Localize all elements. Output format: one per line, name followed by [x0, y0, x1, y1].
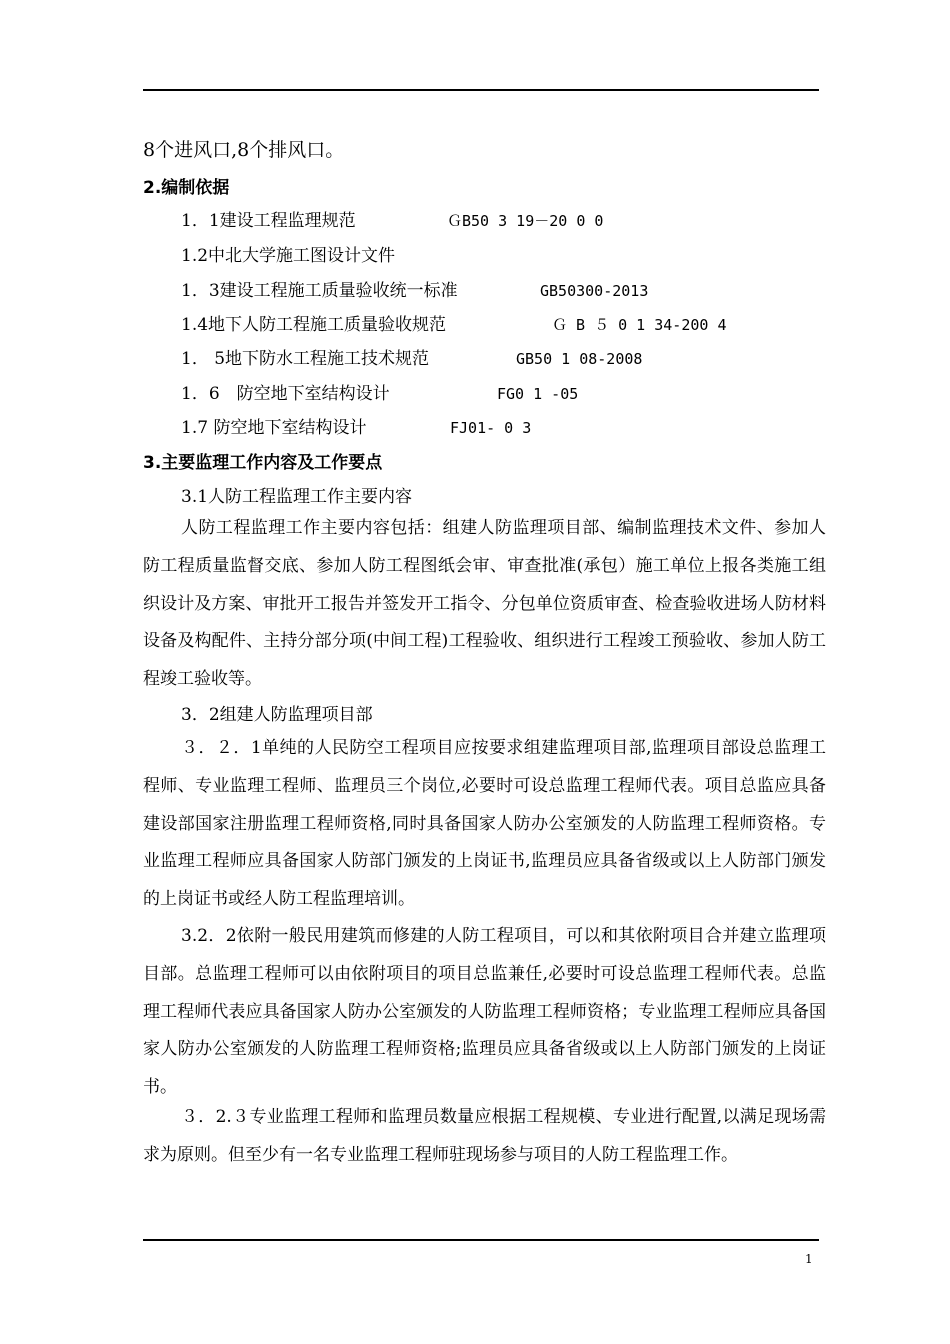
section-2-title: 2.编制依据: [143, 178, 230, 198]
paragraph-3-2-1: ３．２．1单纯的人民防空工程项目应按要求组建监理项目部,监理项目部设总监理工程师、专业监理工程师、监理员三个岗位,必要时可设总监理工程师代表。项目总监应具备建设部国家注册监理工程师资格,同时具备国家人防办公室颁发的人防监理工程师资格。专业监理工程师应具备国家人防部门颁发的上岗证书,监理员应具备省级或以上人防部门颁发的上岗证书或经人防工程监理培训。: [143, 738, 826, 910]
ref-code-5: GB50 1 08-2008: [516, 350, 643, 368]
ref-item-2: 1.2中北大学施工图设计文件: [181, 246, 396, 266]
ref-code-1: ＧB50 3 19－20 0 0: [447, 212, 604, 230]
ref-code-4: Ｇ B ５ 0 1 34-200 4: [552, 316, 727, 334]
paragraph-3-1: 人防工程监理工作主要内容包括：组建人防监理项目部、编制监理技术文件、参加人防工程质量监督交底、参加人防工程图纸会审、审查批准(承包）施工单位上报各类施工组织设计及方案、审批开工报告并签发开工指令、分包单位资质审查、检查验收进场人防材料设备及构配件、主持分部分项(中间工程)工程验收、组织进行工程竣工预验收、参加人防工程竣工验收等。: [143, 518, 826, 690]
section-3-title: 3.主要监理工作内容及工作要点: [143, 453, 383, 473]
subsection-3-2-title: 3．2组建人防监理项目部: [181, 705, 373, 725]
ref-item-4: 1.4地下人防工程施工质量验收规范: [181, 315, 447, 335]
subsection-3-1-title: 3.1人防工程监理工作主要内容: [181, 487, 413, 507]
footer-rule: [143, 1239, 819, 1241]
first-line: 8个进风口,8个排风口。: [143, 139, 345, 161]
ref-code-3: GB50300-2013: [540, 282, 649, 300]
header-rule: [143, 89, 819, 91]
ref-item-3: 1．3建设工程施工质量验收统一标准: [181, 281, 458, 301]
ref-item-5: 1． 5地下防水工程施工技术规范: [181, 349, 430, 369]
paragraph-3-2-3: ３．2.３专业监理工程师和监理员数量应根据工程规模、专业进行配置,以满足现场需求为原则。但至少有一名专业监理工程师驻现场参与项目的人防工程监理工作。: [143, 1107, 826, 1165]
ref-item-6: 1．6 防空地下室结构设计: [181, 384, 390, 404]
paragraph-3-2-2: 3.2．2依附一般民用建筑而修建的人防工程项目，可以和其依附项目合并建立监理项目部。总监理工程师可以由依附项目的项目总监兼任,必要时可设总监理工程师代表。总监理工程师代表应具备国家人防办公室颁发的人防监理工程师资格；专业监理工程师应具备国家人防办公室颁发的人防监理工程师资格;监理员应具备省级或以上人防部门颁发的上岗证书。: [143, 926, 826, 1098]
ref-code-7: FJ01- 0 3: [450, 419, 532, 437]
page-number: 1: [805, 1252, 813, 1266]
ref-code-6: FG0 1 -05: [497, 385, 579, 403]
ref-item-1: 1．1建设工程监理规范: [181, 211, 356, 231]
ref-item-7: 1.7 防空地下室结构设计: [181, 418, 367, 438]
